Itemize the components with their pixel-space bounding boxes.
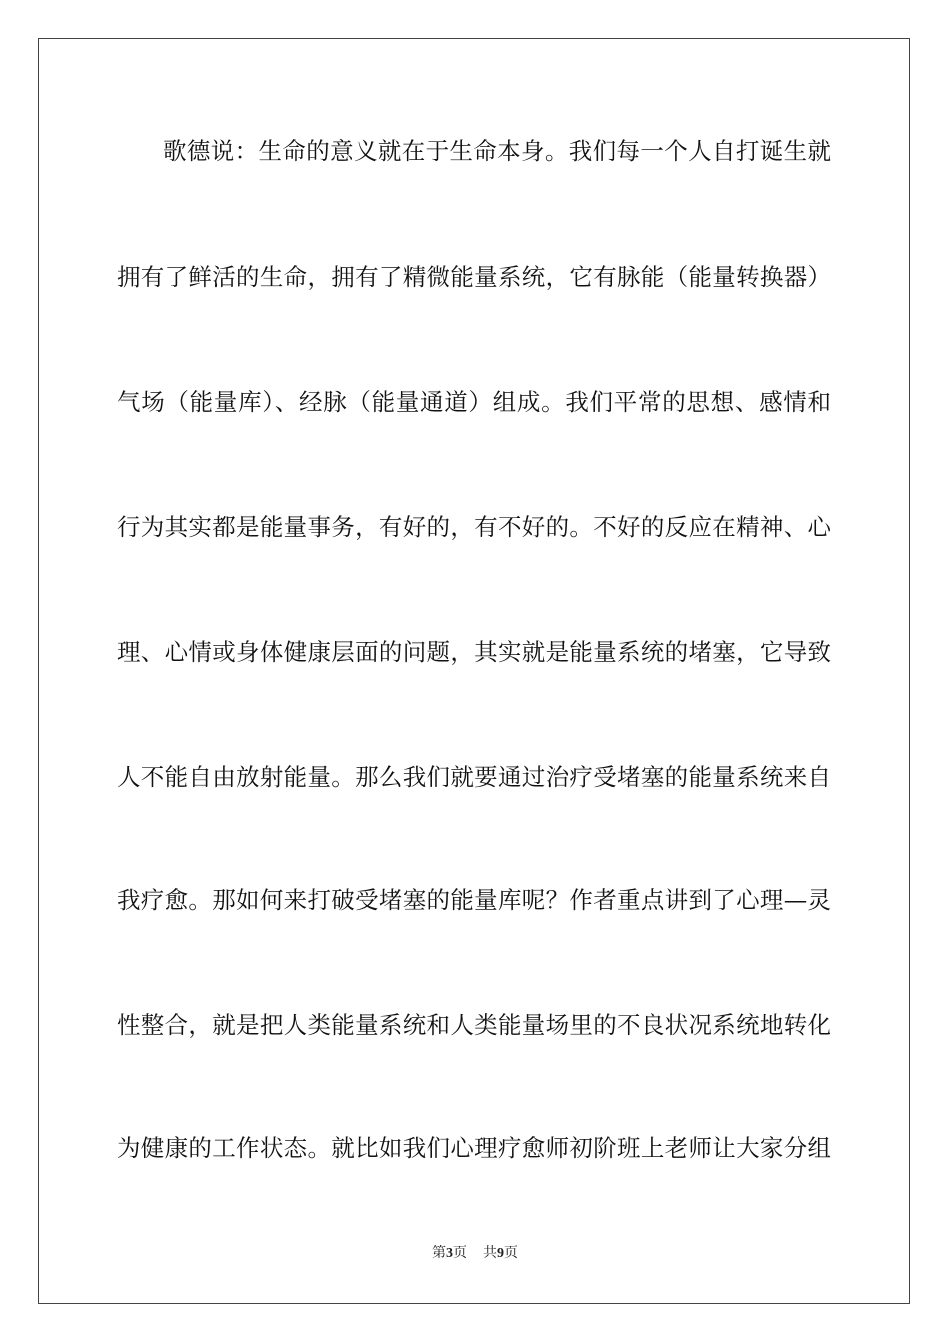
paragraph-line: 我疗愈。那如何来打破受堵塞的能量库呢？作者重点讲到了心理—灵 [117, 886, 831, 914]
paragraph-line: 性整合，就是把人类能量系统和人类能量场里的不良状况系统地转化 [117, 1011, 831, 1039]
paragraph-line: 歌德说：生命的意义就在于生命本身。我们每一个人自打诞生就 [163, 137, 831, 165]
paragraph-line: 理、心情或身体健康层面的问题，其实就是能量系统的堵塞，它导致 [117, 638, 831, 666]
paragraph-line: 为健康的工作状态。就比如我们心理疗愈师初阶班上老师让大家分组 [117, 1134, 831, 1162]
page-footer [0, 1244, 950, 1264]
total-page-count: 9 [497, 1246, 504, 1261]
paragraph-line: 气场（能量库）、经脉（能量通道）组成。我们平常的思想、感情和 [117, 388, 831, 416]
paragraph-line: 人不能自由放射能量。那么我们就要通过治疗受堵塞的能量系统来自 [117, 763, 831, 791]
page-prefix: 第 [432, 1246, 446, 1261]
page-suffix: 页 [453, 1246, 467, 1261]
total-prefix: 共 [483, 1246, 497, 1261]
total-suffix: 页 [504, 1246, 518, 1261]
current-page-number: 3 [446, 1246, 453, 1261]
page-border [38, 38, 910, 1304]
paragraph-line: 行为其实都是能量事务，有好的，有不好的。不好的反应在精神、心 [117, 513, 831, 541]
paragraph-line: 拥有了鲜活的生命，拥有了精微能量系统，它有脉能（能量转换器） [117, 263, 831, 291]
